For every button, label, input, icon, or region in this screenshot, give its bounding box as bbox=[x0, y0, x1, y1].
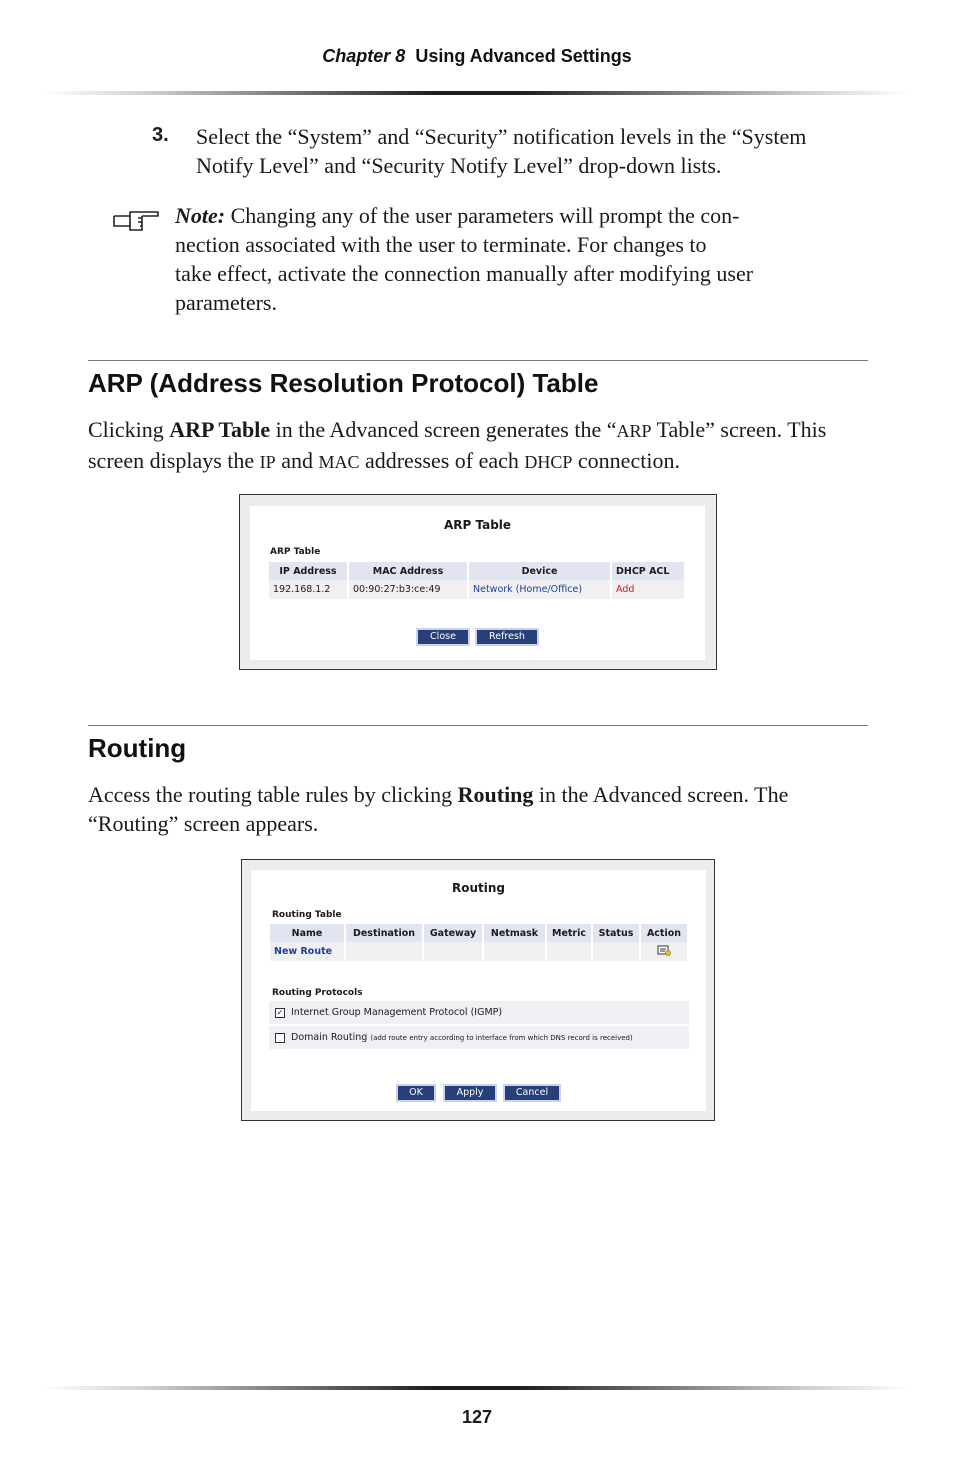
col-dhcp-acl: DHCP ACL bbox=[612, 562, 684, 580]
arp-abbrev: ARP bbox=[616, 421, 652, 441]
arp-p2-c: and bbox=[275, 448, 319, 473]
col-device: Device bbox=[469, 562, 610, 580]
col-action: Action bbox=[641, 924, 687, 942]
note-label: Note: bbox=[175, 203, 226, 228]
routing-p1-c: in the Advanced screen. The bbox=[533, 782, 789, 807]
page-number: 127 bbox=[461, 1407, 493, 1427]
cancel-button[interactable]: Cancel bbox=[503, 1084, 561, 1102]
arp-table bbox=[267, 562, 686, 599]
routing-section-body bbox=[88, 780, 878, 838]
arp-p1-a: Clicking bbox=[88, 417, 170, 442]
note-line-3: take effect, activate the connection manually after modifying user bbox=[175, 261, 754, 286]
col-netmask: Netmask bbox=[484, 924, 545, 942]
edit-add-icon[interactable] bbox=[657, 948, 671, 959]
note-line-4: parameters. bbox=[175, 290, 277, 315]
arp-p1-c: in the Advanced screen generates the “ bbox=[270, 417, 617, 442]
mac-cell: 00:90:27:b3:ce:49 bbox=[349, 580, 467, 599]
table-row bbox=[270, 942, 687, 961]
igmp-row bbox=[269, 1001, 689, 1024]
igmp-label: Internet Group Management Protocol (IGMP) bbox=[291, 1007, 503, 1018]
routing-ref: Routing bbox=[457, 782, 534, 807]
arp-screen-panel bbox=[250, 506, 705, 660]
routing-p2: “Routing” screen appears. bbox=[88, 811, 319, 836]
arp-p1-e: Table” screen. This bbox=[651, 417, 827, 442]
footer-rule bbox=[44, 1386, 910, 1390]
igmp-checkbox[interactable]: ✓ bbox=[276, 1007, 284, 1017]
metric-cell bbox=[547, 942, 591, 961]
destination-cell bbox=[346, 942, 422, 961]
col-mac-address: MAC Address bbox=[349, 562, 467, 580]
ip-cell: 192.168.1.2 bbox=[269, 580, 347, 599]
netmask-cell bbox=[484, 942, 545, 961]
dhcp-abbrev: DHCP bbox=[524, 452, 573, 472]
arp-table-ref: ARP Table bbox=[169, 417, 271, 442]
close-button[interactable]: Close bbox=[416, 628, 470, 646]
domain-routing-checkbox[interactable] bbox=[275, 1033, 285, 1043]
col-status: Status bbox=[593, 924, 639, 942]
arp-table-label: ARP Table bbox=[270, 547, 321, 557]
new-route-link[interactable]: New Route bbox=[270, 942, 344, 961]
step-3-text bbox=[196, 122, 806, 180]
chapter-title: Using Advanced Settings bbox=[415, 46, 632, 66]
routing-screen-panel bbox=[251, 870, 706, 1111]
routing-section-title: Routing bbox=[88, 733, 187, 763]
arp-section-body bbox=[88, 415, 878, 477]
routing-protocols-label: Routing Protocols bbox=[272, 988, 363, 998]
step-number: 3. bbox=[152, 124, 169, 146]
chapter-label: Chapter 8 bbox=[322, 46, 406, 66]
domain-routing-label: Domain Routing bbox=[291, 1032, 368, 1043]
apply-button[interactable]: Apply bbox=[443, 1084, 497, 1102]
arp-table-screenshot bbox=[239, 494, 717, 670]
routing-table bbox=[268, 924, 689, 961]
arp-p2-a: screen displays the bbox=[88, 448, 260, 473]
col-name: Name bbox=[270, 924, 344, 942]
refresh-button[interactable]: Refresh bbox=[475, 628, 539, 646]
arp-section-title: ARP (Address Resolution Protocol) Table bbox=[88, 368, 599, 398]
col-destination: Destination bbox=[346, 924, 422, 942]
gateway-cell bbox=[424, 942, 482, 961]
arp-screen-title: ARP Table bbox=[443, 518, 512, 532]
domain-routing-row bbox=[269, 1026, 689, 1049]
routing-p1-a: Access the routing table rules by clicking bbox=[88, 782, 458, 807]
running-header bbox=[0, 46, 954, 67]
pointing-hand-icon bbox=[112, 204, 162, 239]
col-ip-address: IP Address bbox=[269, 562, 347, 580]
routing-screen-title: Routing bbox=[451, 881, 505, 895]
ok-button[interactable]: OK bbox=[396, 1084, 436, 1102]
action-cell bbox=[641, 942, 687, 961]
arp-section-rule bbox=[88, 360, 868, 361]
col-metric: Metric bbox=[547, 924, 591, 942]
routing-section-rule bbox=[88, 725, 868, 726]
routing-table-label: Routing Table bbox=[272, 910, 342, 920]
routing-screenshot bbox=[241, 859, 715, 1121]
step-3-line-1: Select the “System” and “Security” notification levels in the “System bbox=[196, 124, 807, 149]
device-link[interactable]: Network (Home/Office) bbox=[469, 580, 610, 599]
col-gateway: Gateway bbox=[424, 924, 482, 942]
mac-abbrev: MAC bbox=[318, 452, 360, 472]
table-row bbox=[269, 580, 684, 599]
add-acl-link[interactable]: Add bbox=[612, 580, 684, 599]
note-line-2: nection associated with the user to terminate. For changes to bbox=[175, 232, 707, 257]
header-rule bbox=[44, 91, 910, 95]
status-cell bbox=[593, 942, 639, 961]
note-line-1: Changing any of the user parameters will prompt the con- bbox=[230, 203, 740, 228]
step-3-line-2: Notify Level” and “Security Notify Level” drop-down lists. bbox=[196, 153, 722, 178]
routing-table-header bbox=[270, 924, 687, 942]
note-text bbox=[175, 201, 815, 317]
arp-table-header bbox=[269, 562, 684, 580]
domain-routing-note: (add route entry according to interface from which DNS record is received) bbox=[370, 1034, 633, 1042]
arp-p2-e: addresses of each bbox=[359, 448, 525, 473]
ip-abbrev: IP bbox=[259, 452, 276, 472]
arp-p2-g: connection. bbox=[572, 448, 680, 473]
